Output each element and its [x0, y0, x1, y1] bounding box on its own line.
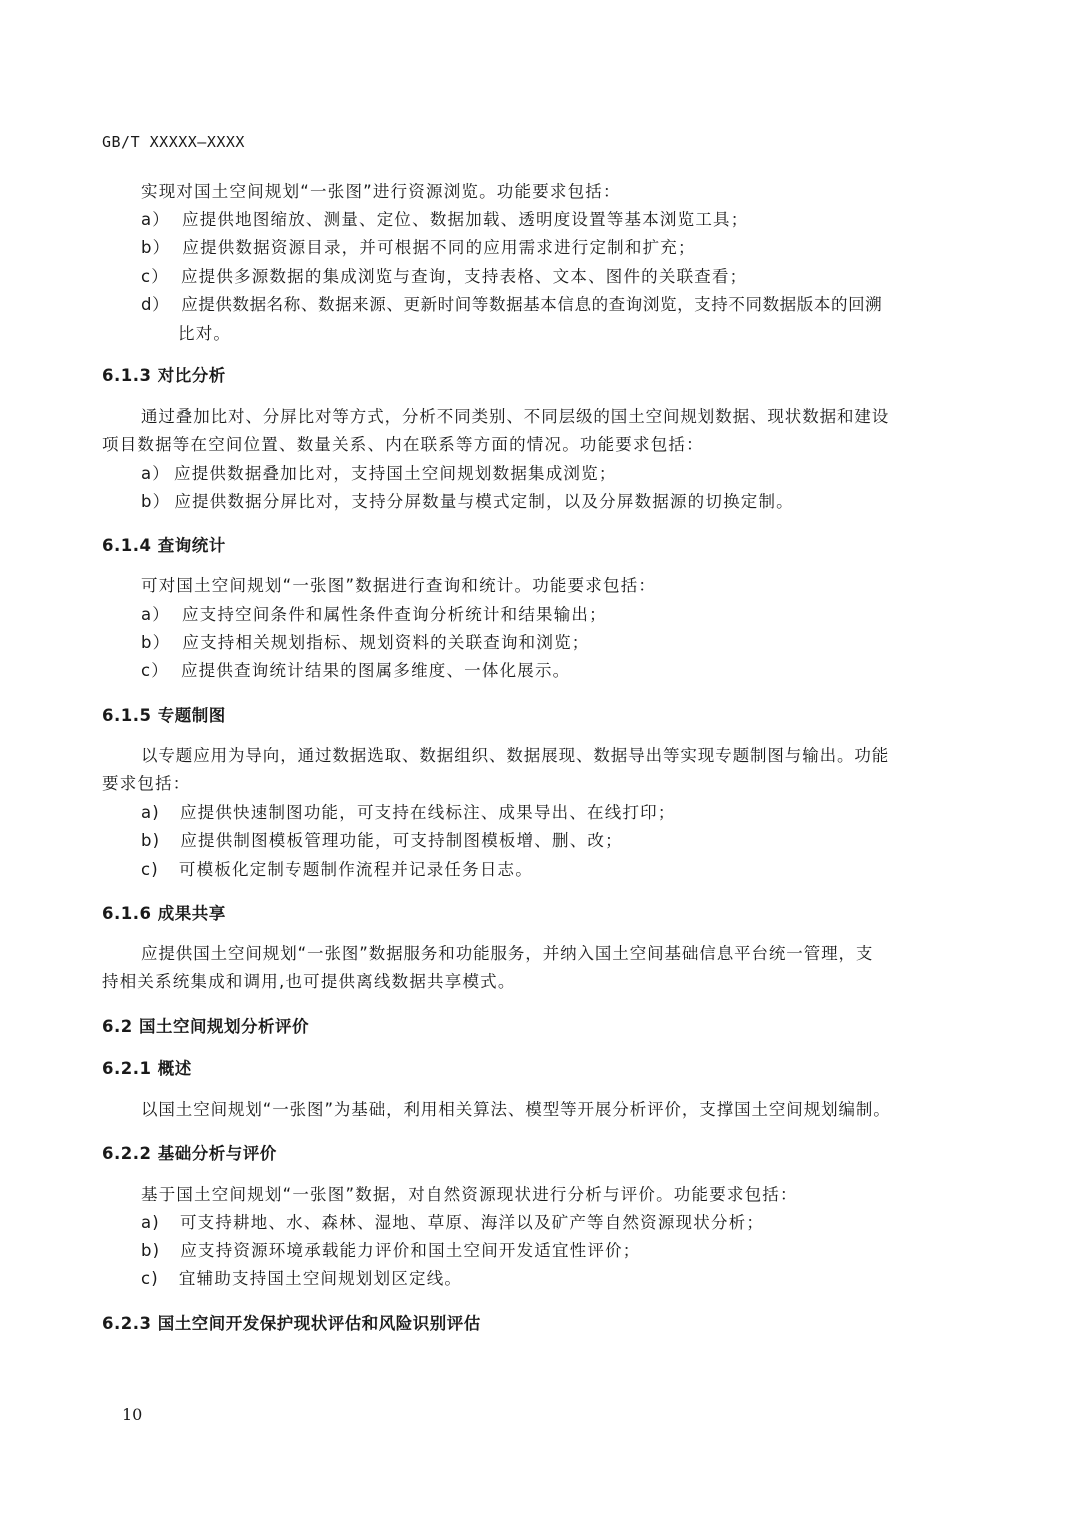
list-item [141, 856, 533, 880]
list-marker: b） [141, 492, 171, 511]
list-item [141, 1265, 462, 1289]
list-text: 应支持空间条件和属性条件查询分析统计和结果输出； [182, 605, 607, 624]
list-text: 应提供制图模板管理功能，可支持制图模板增、删、改； [180, 831, 623, 850]
list-text: 应支持资源环境承载能力评价和国土空间开发适宜性评价； [180, 1241, 641, 1260]
list-text: 可模板化定制专题制作流程并记录任务日志。 [178, 860, 533, 879]
list-text: 应提供数据名称、数据来源、更新时间等数据基本信息的查询浏览，支持不同数据版本的回溯 [181, 295, 883, 314]
paragraph-continuation: 项目数据等在空间位置、数量关系、内在联系等方面的情况。功能要求包括： [102, 435, 704, 454]
section-heading: 6.1.4 查询统计 [102, 536, 226, 555]
list-item [141, 799, 676, 823]
list-item-continuation: 比对。 [178, 324, 232, 343]
list-text: 应提供快速制图功能，可支持在线标注、成果导出、在线打印； [179, 803, 676, 822]
list-marker: a） [141, 605, 171, 624]
section-heading: 6.2 国土空间规划分析评价 [102, 1017, 309, 1036]
section-heading: 6.1.5 专题制图 [102, 706, 226, 725]
paragraph: 实现对国土空间规划“一张图”进行资源浏览。功能要求包括： [141, 182, 621, 201]
list-marker: c) [141, 1269, 159, 1288]
list-item [141, 234, 696, 258]
paragraph: 应提供国土空间规划“一张图”数据服务和功能服务，并纳入国土空间基础信息平台统一管理，支 [141, 944, 874, 963]
list-marker: b） [141, 238, 171, 257]
paragraph: 以专题应用为导向，通过数据选取、数据组织、数据展现、数据导出等实现专题制图与输出。功能 [141, 746, 890, 765]
list-item [141, 629, 589, 653]
list-marker: b) [141, 1241, 161, 1260]
section-heading: 6.2.1 概述 [102, 1059, 192, 1078]
list-marker: d） [141, 295, 170, 314]
paragraph: 以国土空间规划“一张图”为基础，利用相关算法、模型等开展分析评价，支撑国土空间规划编制。 [141, 1100, 891, 1119]
list-text: 应提供数据分屏比对，支持分屏数量与模式定制，以及分屏数据源的切换定制。 [174, 492, 794, 511]
list-marker: b） [141, 633, 171, 652]
section-heading: 6.2.3 国土空间开发保护现状评估和风险识别评估 [102, 1314, 481, 1333]
list-text: 应提供数据叠加比对，支持国土空间规划数据集成浏览； [174, 464, 617, 483]
list-item [141, 291, 882, 315]
list-text: 应提供数据资源目录，并可根据不同的应用需求进行定制和扩充； [182, 238, 696, 257]
standard-code: GB/T XXXXX—XXXX [102, 133, 245, 151]
section-heading: 6.1.3 对比分析 [102, 366, 226, 385]
list-item [141, 601, 607, 625]
list-text: 应提供多源数据的集成浏览与查询，支持表格、文本、图件的关联查看； [180, 267, 748, 286]
page-number: 10 [122, 1405, 143, 1424]
list-marker: c） [141, 267, 169, 286]
section-heading: 6.1.6 成果共享 [102, 904, 226, 923]
list-item [141, 206, 748, 230]
paragraph-continuation: 要求包括： [102, 774, 191, 793]
list-item [141, 657, 570, 681]
list-item [141, 1209, 764, 1233]
list-item [141, 827, 623, 851]
list-item [141, 263, 747, 287]
list-text: 宜辅助支持国土空间规划划区定线。 [178, 1269, 463, 1288]
list-item [141, 488, 794, 512]
list-marker: c) [141, 860, 159, 879]
list-text: 应提供地图缩放、测量、定位、数据加载、透明度设置等基本浏览工具； [182, 210, 749, 229]
list-item [141, 1237, 641, 1261]
list-marker: b) [141, 831, 161, 850]
paragraph: 通过叠加比对、分屏比对等方式，分析不同类别、不同层级的国土空间规划数据、现状数据和建设 [141, 407, 890, 426]
list-text: 应提供查询统计结果的图属多维度、一体化展示。 [180, 661, 571, 680]
paragraph-continuation: 持相关系统集成和调用,也可提供离线数据共享模式。 [102, 972, 516, 991]
list-text: 可支持耕地、水、森林、湿地、草原、海洋以及矿产等自然资源现状分析； [179, 1213, 765, 1232]
list-marker: a） [141, 464, 171, 483]
paragraph: 可对国土空间规划“一张图”数据进行查询和统计。功能要求包括： [141, 576, 657, 595]
list-marker: a) [141, 803, 160, 822]
section-heading: 6.2.2 基础分析与评价 [102, 1144, 277, 1163]
list-marker: a) [141, 1213, 160, 1232]
paragraph: 基于国土空间规划“一张图”数据，对自然资源现状进行分析与评价。功能要求包括： [141, 1185, 798, 1204]
list-item [141, 460, 617, 484]
list-text: 应支持相关规划指标、规划资料的关联查询和浏览； [182, 633, 590, 652]
list-marker: c） [141, 661, 169, 680]
list-marker: a） [141, 210, 171, 229]
